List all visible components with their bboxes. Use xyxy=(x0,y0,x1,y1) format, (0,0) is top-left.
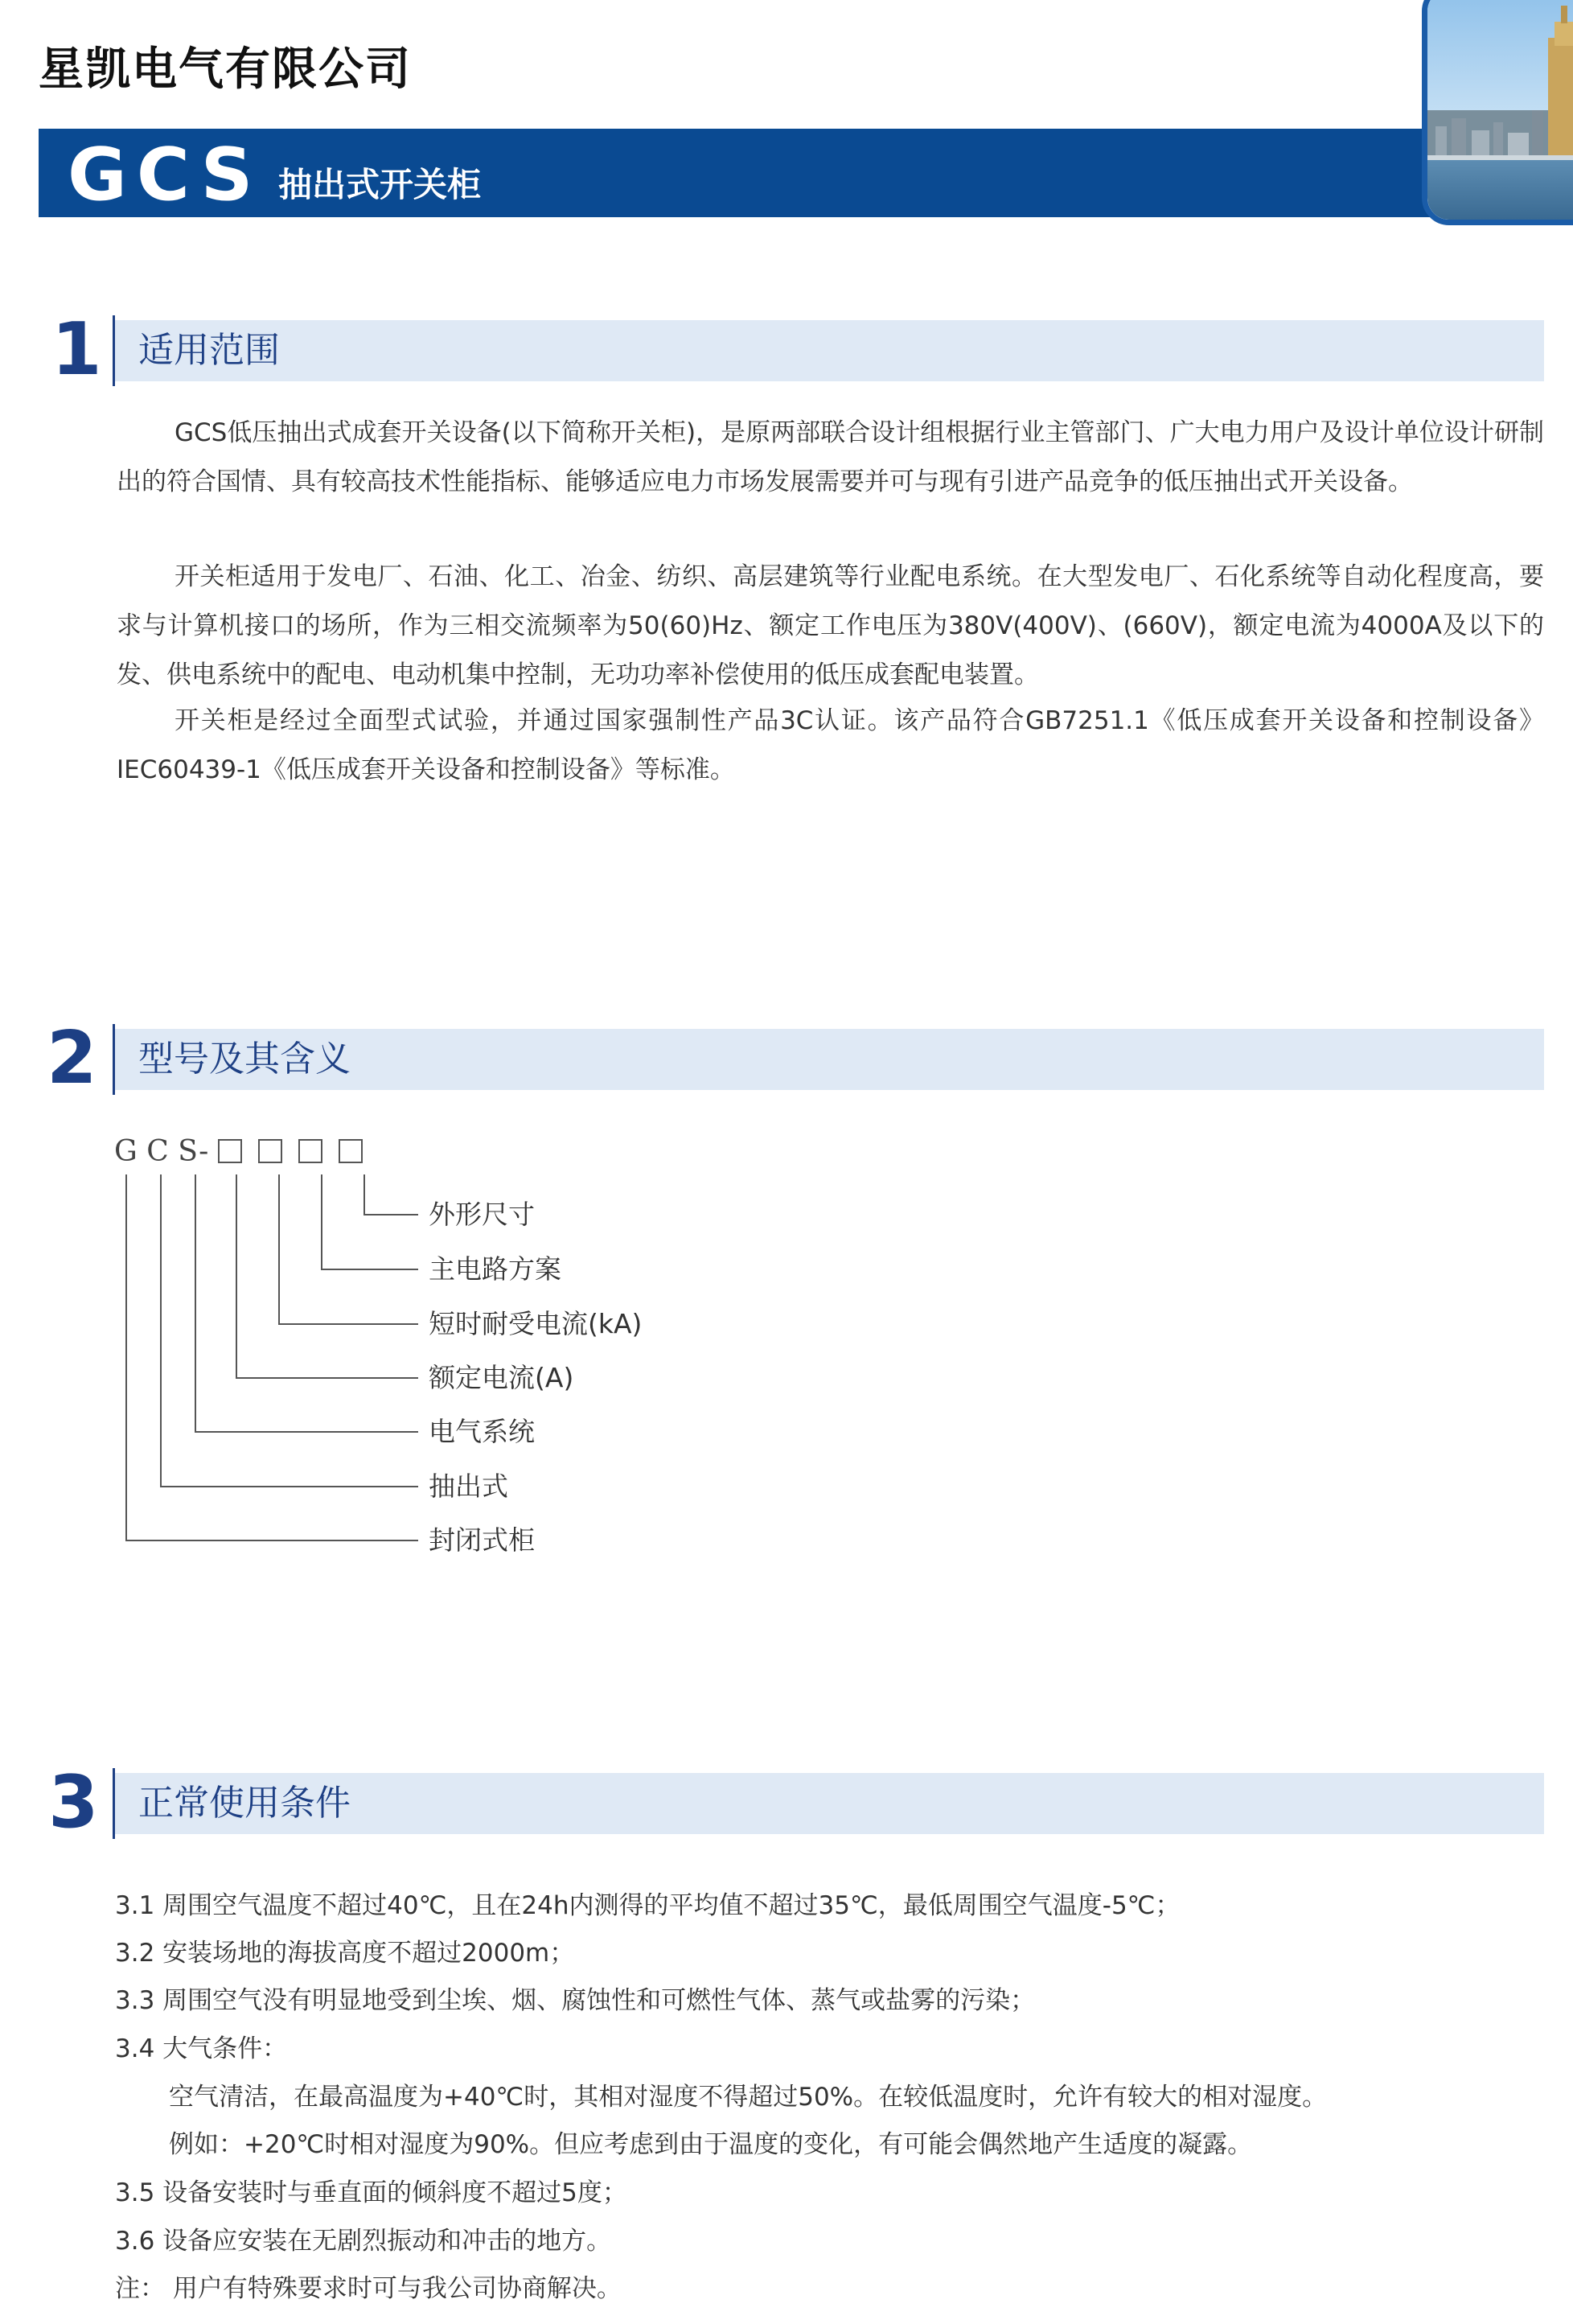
section1-title: 适用范围 xyxy=(138,330,280,371)
condition-subitem: 例如：+20℃时相对湿度为90%。但应考虑到由于温度的变化，有可能会偶然地产生适度的凝露。 xyxy=(169,2130,1253,2159)
condition-item: 3.5 设备安装时与垂直面的倾斜度不超过5度； xyxy=(115,2178,627,2207)
bracket-line-1 xyxy=(364,1174,418,1215)
model-placeholder-box xyxy=(218,1139,242,1163)
section3-number: 3 xyxy=(48,1760,99,1845)
model-prefix: G C S- xyxy=(114,1135,209,1168)
model-placeholder-box xyxy=(339,1139,363,1163)
section1-number: 1 xyxy=(51,307,102,392)
section3-divider xyxy=(113,1768,115,1839)
city-skyline-photo xyxy=(1422,0,1573,225)
bracket-line-4 xyxy=(236,1174,418,1378)
bracket-line-5 xyxy=(195,1174,418,1432)
condition-note: 注： 用户有特殊要求时可与我公司协商解决。 xyxy=(115,2274,622,2303)
section1-paragraph-3: 开关柜是经过全面型式试验，并通过国家强制性产品3C认证。该产品符合GB7251.1《低压成套开关设备和控制设备》IEC60439-1《低压成套开关设备和控制设备》等标准。 xyxy=(117,706,1544,784)
company-name: 星凯电气有限公司 xyxy=(39,43,412,96)
meaning-withdrawable: 抽出式 xyxy=(429,1470,508,1502)
meaning-rated-current: 额定电流(A) xyxy=(429,1362,574,1393)
bracket-line-3 xyxy=(279,1174,418,1324)
section3-title: 正常使用条件 xyxy=(138,1783,351,1824)
section2-title: 型号及其含义 xyxy=(138,1039,351,1080)
section2-number: 2 xyxy=(47,1016,97,1100)
skyline-illustration xyxy=(1427,0,1573,220)
model-placeholder-box xyxy=(298,1139,322,1163)
bracket-line-2 xyxy=(322,1174,418,1269)
section2-divider xyxy=(113,1024,115,1095)
product-name: 抽出式开关柜 xyxy=(278,165,482,204)
product-code: GCS xyxy=(68,133,263,217)
model-placeholder-box xyxy=(258,1139,282,1163)
meaning-enclosed-cabinet: 封闭式柜 xyxy=(429,1524,535,1556)
section1-header-bar xyxy=(113,320,1544,381)
bracket-line-6 xyxy=(161,1174,418,1487)
section1-paragraph-2: 开关柜适用于发电厂、石油、化工、冶金、纺织、高层建筑等行业配电系统。在大型发电厂、石化系统等自动化程度高，要求与计算机接口的场所，作为三相交流频率为50(60)Hz、额定工作电压为380V(400V)、(660V)，额定电流为4000A及以下的发、供电系统中的配电、电动机集中控制，无功功率补偿使用的低压成套配电装置。 xyxy=(117,562,1544,689)
meaning-dimensions: 外形尺寸 xyxy=(429,1199,535,1230)
meaning-main-circuit: 主电路方案 xyxy=(429,1253,561,1285)
model-designation xyxy=(114,1134,379,1170)
condition-subitem: 空气清洁，在最高温度为+40℃时，其相对湿度不得超过50%。在较低温度时，允许有较大的相对湿度。 xyxy=(169,2083,1328,2112)
meaning-short-time-current: 短时耐受电流(kA) xyxy=(429,1308,643,1339)
condition-item: 3.3 周围空气没有明显地受到尘埃、烟、腐蚀性和可燃性气体、蒸气或盐雾的污染； xyxy=(115,1986,1036,2015)
section1-divider xyxy=(113,315,115,386)
title-banner xyxy=(39,129,1534,217)
condition-item: 3.1 周围空气温度不超过40℃，且在24h内测得的平均值不超过35℃，最低周围空气温度-5℃； xyxy=(115,1891,1181,1920)
condition-item: 3.4 大气条件： xyxy=(115,2034,288,2063)
condition-item: 3.6 设备应安装在无剧烈振动和冲击的地方。 xyxy=(115,2227,612,2256)
condition-item: 3.2 安装场地的海拔高度不超过2000m； xyxy=(115,1939,575,1968)
bracket-line-7 xyxy=(126,1174,418,1540)
section1-paragraph-1: GCS低压抽出式成套开关设备(以下简称开关柜)，是原两部联合设计组根据行业主管部门、广大电力用户及设计单位设计研制出的符合国情、具有较高技术性能指标、能够适应电力市场发展需要并可与现有引进产品竞争的低压抽出式开关设备。 xyxy=(117,418,1544,496)
meaning-electrical-system: 电气系统 xyxy=(429,1416,535,1447)
